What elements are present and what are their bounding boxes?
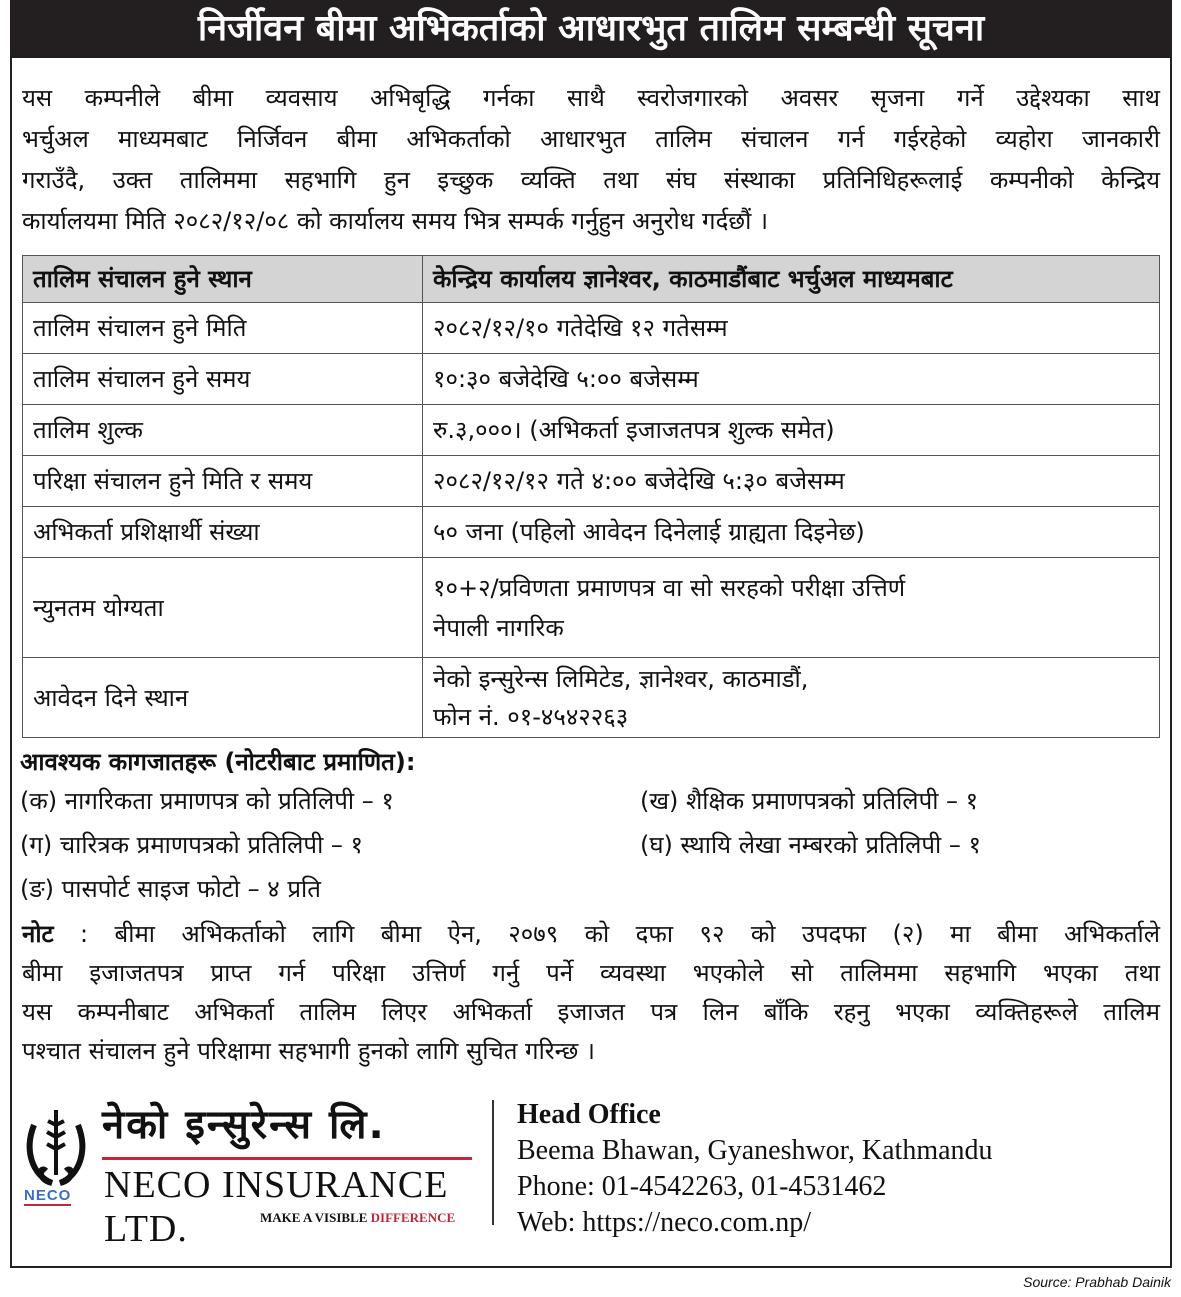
tagline-highlight: DIFFERENCE: [370, 1210, 456, 1225]
row-value: [423, 658, 1160, 738]
source-credit: Source: Prabhab Dainik: [1023, 1274, 1171, 1290]
value-line: १०+२/प्रविणता प्रमाणपत्र वा सो सरहको परीक्षा उत्तिर्ण: [433, 573, 906, 602]
head-office: [517, 1097, 993, 1241]
intro-line: गराउँदै, उक्त तालिममा सहभागि हुन इच्छुक व्यक्ति तथा संघ संस्थाका प्रतिनिधिहरूलाई कम्पनीको केन्द्रिय: [22, 166, 1160, 194]
row-label: तालिम संचालन हुने समय: [23, 354, 423, 405]
note-line: : बीमा अभिकर्ताको लागि बीमा ऐन, २०७९ को दफा ९२ को उपदफा (२) मा बीमा अभिकर्ताले: [80, 920, 1160, 948]
document-item: (ग) चारित्रक प्रमाणपत्रको प्रतिलिपी – १: [20, 831, 364, 859]
logo-tag: NECO: [24, 1187, 72, 1204]
row-label: अभिकर्ता प्रशिक्षार्थी संख्या: [23, 507, 423, 558]
logo-nepali-name: नेको इन्सुरेन्स लि.: [102, 1102, 386, 1148]
row-value: १०:३० बजेदेखि ५:०० बजेसम्म: [423, 354, 1160, 405]
required-documents: [20, 742, 1160, 908]
row-value: ५० जना (पहिलो आवेदन दिनेलाई ग्राह्यता दिइनेछ): [423, 507, 1160, 558]
intro-line: भर्चुअल माध्यमबाट निर्जिवन बीमा अभिकर्ताको आधारभुत तालिम संचालन गर्न गईरहेको व्यहोरा जानकारी: [22, 125, 1160, 153]
row-value: २०८२/१२/१२ गते ४:०० बजेदेखि ५:३० बजेसम्म: [423, 456, 1160, 507]
wheat-emblem-icon: [22, 1105, 90, 1195]
logo-divider: [102, 1157, 472, 1160]
value-line: नेपाली नागरिक: [433, 613, 564, 642]
training-details-table: [22, 255, 1160, 738]
document-item: (घ) स्थायि लेखा नम्बरको प्रतिलिपी – १: [640, 831, 982, 859]
table-row: [23, 303, 1160, 354]
table-row: [23, 558, 1160, 658]
table-row: [23, 405, 1160, 456]
note-label: नोट: [22, 920, 54, 948]
table-row: [23, 456, 1160, 507]
intro-line: कार्यालयमा मिति २०८२/१२/०८ को कार्यालय समय भित्र सम्पर्क गर्नुहुन अनुरोध गर्दछौं ।: [22, 207, 769, 235]
row-label: तालिम संचालन हुने मिति: [23, 303, 423, 354]
intro-line: यस कम्पनीले बीमा व्यवसाय अभिबृद्धि गर्नका साथै स्वरोजगारको अवसर सृजना गर्ने उद्देश्यका साथ: [22, 84, 1160, 112]
note-line: यस कम्पनीबाट अभिकर्ता तालिम लिएर अभिकर्ता इजाजत पत्र लिन बाँकि रहनु भएका व्यक्तिहरूले तालिम: [22, 998, 1160, 1026]
documents-heading: आवश्यक कागजातहरू (नोटरीबाट प्रमाणित):: [20, 748, 416, 776]
row-value: २०८२/१२/१० गतेदेखि १२ गतेसम्म: [423, 303, 1160, 354]
row-label: आवेदन दिने स्थान: [23, 658, 423, 738]
row-label: परिक्षा संचालन हुने मिति र समय: [23, 456, 423, 507]
office-web[interactable]: Web: https://neco.com.np/: [517, 1207, 812, 1238]
notice-title: निर्जीवन बीमा अभिकर्ताको आधारभुत तालिम सम्बन्धी सूचना: [10, 0, 1172, 58]
table-row: [23, 658, 1160, 738]
value-line: नेको इन्सुरेन्स लिमिटेड, ज्ञानेश्वर, काठमाडौं,: [433, 664, 809, 693]
logo-tagline: [260, 1210, 455, 1226]
tagline-part: MAKE A VISIBLE: [260, 1210, 371, 1225]
table-row: [23, 507, 1160, 558]
row-value: [423, 558, 1160, 658]
document-item: (ख) शैक्षिक प्रमाणपत्रको प्रतिलिपी – १: [640, 787, 979, 815]
logo-english-name: NECO INSURANCE LTD.: [104, 1164, 449, 1250]
document-item: (ङ) पासपोर्ट साइज फोटो – ४ प्रति: [20, 875, 321, 903]
office-heading: Head Office: [517, 1099, 661, 1130]
document-item: (क) नागरिकता प्रमाणपत्र को प्रतिलिपी – १: [20, 787, 394, 815]
intro-paragraph: [22, 78, 1160, 242]
note-section: [22, 915, 1160, 1071]
value-line: फोन नं. ०१-४५४२२६३: [433, 702, 629, 731]
row-value: केन्द्रिय कार्यालय ज्ञानेश्वर, काठमाडौंबाट भर्चुअल माध्यमबाट: [423, 256, 1160, 303]
table-row: [23, 256, 1160, 303]
row-label: तालिम शुल्क: [23, 405, 423, 456]
office-address: Beema Bhawan, Gyaneshwor, Kathmandu: [517, 1135, 993, 1166]
footer-divider: [492, 1100, 494, 1225]
office-phone: Phone: 01-4542263, 01-4531462: [517, 1171, 887, 1202]
note-line: पश्चात संचालन हुने परिक्षामा सहभागी हुनको लागि सुचित गरिन्छ ।: [22, 1037, 596, 1065]
company-logo: [22, 1095, 482, 1250]
footer: [22, 1095, 1160, 1250]
row-label: न्युनतम योग्यता: [23, 558, 423, 658]
row-label: तालिम संचालन हुने स्थान: [23, 256, 423, 303]
note-line: बीमा इजाजतपत्र प्राप्त गर्न परिक्षा उत्तिर्ण गर्नु पर्ने व्यवस्था भएकोले सो तालिममा सहभागि भएका तथा: [22, 959, 1160, 987]
row-value: रु.३,०००। (अभिकर्ता इजाजतपत्र शुल्क समेत): [423, 405, 1160, 456]
table-row: [23, 354, 1160, 405]
